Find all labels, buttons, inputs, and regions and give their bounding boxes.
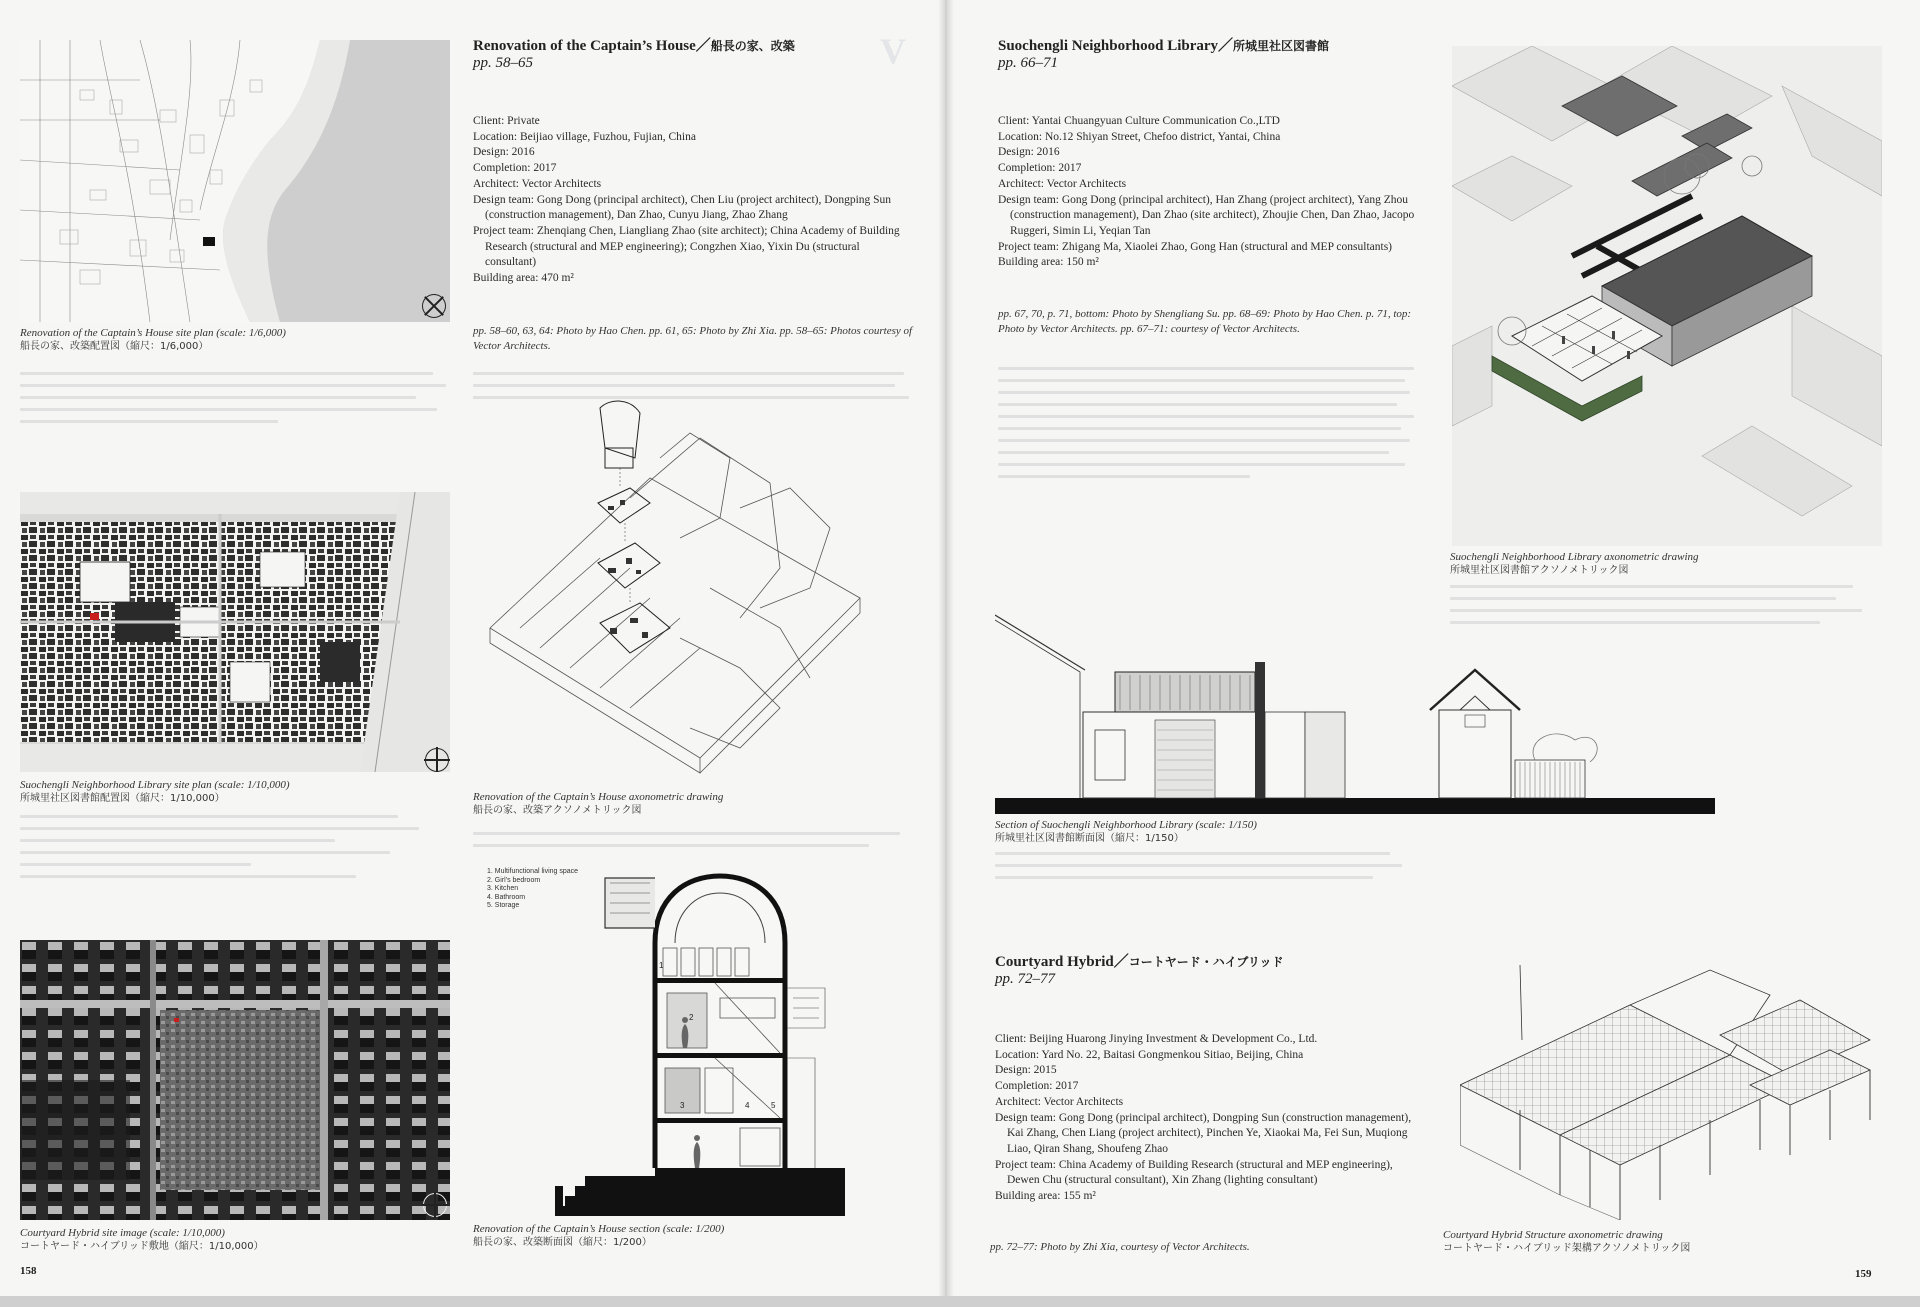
page-range: pp. 58–65 xyxy=(473,55,533,71)
captains-axo-caption: Renovation of the Captain’s House axonometric drawing 船長の家、改築アクソノメトリック図 xyxy=(473,791,724,816)
legend-item: 1. Multifunctional living space xyxy=(487,868,579,875)
page-number-right: 159 xyxy=(1855,1268,1872,1280)
courtyard-site-caption: Courtyard Hybrid site image (scale: 1/10,000) コートヤード・ハイブリッド敷地（縮尺：1/10,000） xyxy=(20,1227,264,1252)
axonometric-drawing xyxy=(480,388,910,788)
suochengli-axonometric xyxy=(1452,46,1882,546)
section-drawing xyxy=(555,868,845,1216)
project-title: Courtyard Hybrid／コートヤード・ハイブリッド xyxy=(995,954,1284,970)
info-row: Project team: China Academy of Building Research (structural and MEP engineering), Dewen Chu (structural consultant), Xin Zhang (lighting consultant) xyxy=(995,1158,1393,1187)
captains-house-header xyxy=(473,37,913,72)
info-row: Building area: 155 m² xyxy=(995,1190,1096,1203)
courtyard-header xyxy=(995,953,1415,988)
info-row: Project team: Zhigang Ma, Xiaolei Zhao, Gong Han (structural and MEP consultants) xyxy=(998,240,1392,253)
axonometric-drawing xyxy=(1460,945,1880,1220)
suochengli-axo-caption: Suochengli Neighborhood Library axonometric drawing 所城里社区図書館アクソノメトリック図 xyxy=(1450,551,1699,576)
info-row: Design team: Gong Dong (principal architect), Dongping Sun (construction management), Kai Zhang, Chen Liang (project architect), Pinchen Ye, Xiaokai Ma, Fei Sun, Muqiong Liao, Qiran Shang, Shoufeng Zhao xyxy=(995,1111,1412,1155)
info-row: Client: Yantai Chuangyuan Culture Communication Co.,LTD xyxy=(998,115,1280,127)
legend-item: 4. Bathroom xyxy=(487,893,526,901)
suochengli-section xyxy=(995,600,1715,820)
info-row: Client: Beijing Huarong Jinying Investment & Development Co., Ltd. xyxy=(995,1033,1318,1045)
info-row: Building area: 470 m² xyxy=(473,272,574,285)
info-row: Design: 2015 xyxy=(995,1064,1057,1077)
show-through-text xyxy=(473,832,913,856)
left-page xyxy=(0,0,945,1296)
info-row: Design team: Gong Dong (principal architect), Han Zhang (project architect), Yang Zhou (construction management), Dan Zhao (site architect), Zhoujie Chen, Dan Zhao, Jacopo Ruggeri, Simin Li, Yeqian Tan xyxy=(998,193,1415,237)
info-row: Architect: Vector Architects xyxy=(995,1095,1124,1108)
project-title: Renovation of the Captain’s House／船長の家、改築 xyxy=(473,38,795,54)
courtyard-axo-caption: Courtyard Hybrid Structure axonometric drawing コートヤード・ハイブリッド架構アクソノメトリック図 xyxy=(1443,1229,1691,1254)
captains-house-axonometric xyxy=(480,388,910,788)
axonometric-drawing xyxy=(1452,46,1882,546)
show-through-text xyxy=(20,815,440,887)
captains-section-caption: Renovation of the Captain’s House section (scale: 1/200) 船長の家、改築断面図（縮尺：1/200） xyxy=(473,1223,725,1248)
courtyard-credits: pp. 72–77: Photo by Zhi Xia, courtesy of Vector Architects. xyxy=(990,1241,1250,1253)
section-label-3: 3 xyxy=(680,1101,685,1110)
book-spine xyxy=(938,0,954,1296)
captains-house-info xyxy=(473,114,913,287)
captains-house-credits: pp. 58–60, 63, 64: Photo by Hao Chen. pp. 61, 65: Photo by Zhi Xia. pp. 58–65: Photos courtesy of Vector Architects. xyxy=(473,325,913,352)
show-through-text xyxy=(20,372,450,432)
right-page xyxy=(945,0,1920,1296)
info-row: Location: No.12 Shiyan Street, Chefoo district, Yantai, China xyxy=(998,130,1281,143)
courtyard-structure-axonometric xyxy=(1460,945,1880,1220)
section-drawing xyxy=(995,600,1715,820)
info-row: Architect: Vector Architects xyxy=(998,177,1127,190)
legend-item: 2. Girl’s bedroom xyxy=(487,876,541,884)
captains-site-caption: Renovation of the Captain’s House site plan (scale: 1/6,000) 船長の家、改築配置図（縮尺：1/6,000） xyxy=(20,327,286,352)
page-range: pp. 66–71 xyxy=(998,55,1058,71)
section-label-4: 4 xyxy=(745,1101,750,1110)
site-plan-drawing xyxy=(20,40,450,322)
info-row: Client: Private xyxy=(473,115,540,127)
suochengli-section-caption: Section of Suochengli Neighborhood Library (scale: 1/150) 所城里社区図書館断面図（縮尺：1/150） xyxy=(995,819,1257,844)
project-title: Suochengli Neighborhood Library／所城里社区図書館 xyxy=(998,38,1330,54)
section-label-1: 1 xyxy=(659,961,664,970)
info-row: Completion: 2017 xyxy=(473,162,557,175)
section-label-2: 2 xyxy=(689,1013,694,1022)
aerial-photo xyxy=(20,940,450,1220)
site-plan-drawing xyxy=(20,492,450,772)
suochengli-info xyxy=(998,114,1418,271)
info-row: Design: 2016 xyxy=(473,146,535,159)
legend-item: 3. Kitchen xyxy=(487,885,519,892)
courtyard-info xyxy=(995,1032,1415,1205)
info-row: Project team: Zhenqiang Chen, Liangliang Zhao (site architect); China Academy of Building Research (structural and MEP engineering); Congzhen Xiao, Yixin Du (structural consultant) xyxy=(473,224,900,269)
show-through-text xyxy=(995,852,1415,888)
suochengli-header xyxy=(998,37,1418,72)
page-range: pp. 72–77 xyxy=(995,971,1055,987)
suochengli-site-caption: Suochengli Neighborhood Library site plan (scale: 1/10,000) 所城里社区図書館配置図（縮尺：1/10,000） xyxy=(20,779,290,804)
show-through-text xyxy=(998,367,1418,487)
scan-bottom-edge xyxy=(0,1296,1920,1307)
north-arrow-icon xyxy=(425,748,449,772)
suochengli-credits: pp. 67, 70, p. 71, bottom: Photo by Shengliang Su. pp. 68–69: Photo by Hao Chen. p. 71, top: Photo by Vector Architects. pp. 67–71: courtesy of Vector Architects. xyxy=(998,308,1412,335)
page-number-left: 158 xyxy=(20,1265,37,1277)
info-row: Design: 2016 xyxy=(998,146,1060,159)
info-row: Location: Yard No. 22, Baitasi Gongmenkou Sitiao, Beijing, China xyxy=(995,1048,1304,1061)
info-row: Design team: Gong Dong (principal architect), Chen Liu (project architect), Dongping Sun (construction management), Dan Zhao, Cunyu Jiang, Zhao Zhang xyxy=(473,193,892,222)
info-row: Architect: Vector Architects xyxy=(473,177,602,190)
section-label-5: 5 xyxy=(771,1101,776,1110)
suochengli-site-plan xyxy=(20,492,450,772)
courtyard-hybrid-aerial-photo xyxy=(20,940,450,1220)
captains-house-site-plan xyxy=(20,40,450,322)
show-through-heading: V xyxy=(880,31,907,71)
info-row: Completion: 2017 xyxy=(995,1080,1079,1093)
info-row: Location: Beijiao village, Fuzhou, Fujian, China xyxy=(473,130,696,143)
info-row: Building area: 150 m² xyxy=(998,256,1099,269)
info-row: Completion: 2017 xyxy=(998,162,1082,175)
north-arrow-icon xyxy=(423,1193,447,1217)
captains-house-section xyxy=(555,868,845,1216)
legend-item: 5. Storage xyxy=(487,902,520,909)
